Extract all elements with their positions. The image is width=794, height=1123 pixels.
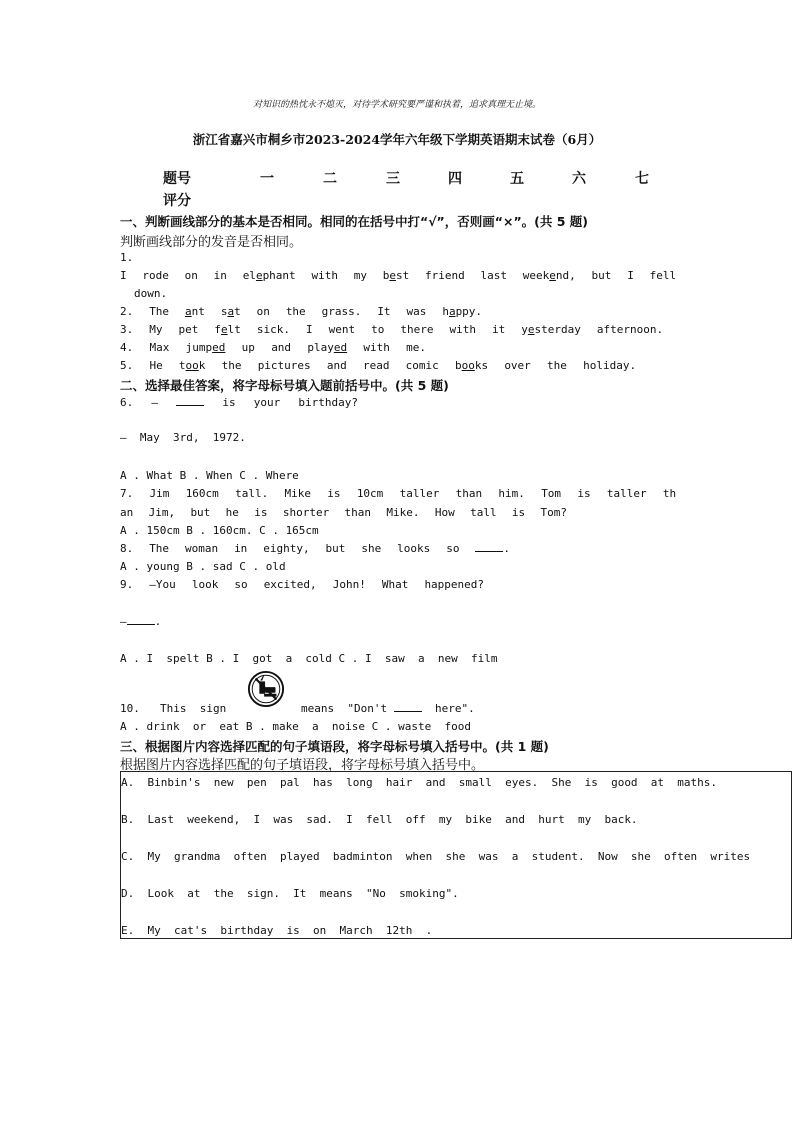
no-food-drink-sign-icon	[247, 670, 285, 708]
score-col-1: 一	[260, 171, 274, 187]
q7-options: A . 150cm B . 160cm. C . 165cm	[120, 524, 319, 537]
score-col-2: 二	[323, 171, 337, 187]
section1-heading: 一、判断画线部分的基本是否相同。相同的在括号中打“√”，否则画“×”。(共 5 题)	[120, 214, 589, 229]
q1-number: 1.	[120, 251, 134, 264]
q3-underline-a: e	[221, 323, 228, 336]
q3-underline-b: e	[527, 323, 535, 336]
q3-line: 3. My pet felt sick. I went to there with it yesterday afternoon.	[120, 323, 664, 336]
page-title: 浙江省嘉兴市桐乡市2023-2024学年六年级下学期英语期末试卷（6月）	[192, 132, 602, 147]
header-motto: 对知识的热忱永不熄灭，对待学术研究要严谨和执着，追求真理无止境。	[252, 100, 541, 110]
score-col-5: 五	[510, 171, 524, 187]
score-col-4: 四	[448, 171, 462, 187]
q1-line1: I rode on in elephant with my best friend last weekend, but I fell	[120, 269, 677, 282]
q1-underline-b: e	[389, 269, 396, 282]
q8-options: A . young B . sad C . old	[120, 560, 286, 573]
q1-underline-a: e	[255, 269, 263, 282]
section3-instruction: 根据图片内容选择匹配的句子填语段，将字母标号填入括号中。	[120, 758, 485, 773]
q5-underline-b: oo	[461, 359, 475, 372]
score-col-3: 三	[386, 171, 400, 187]
q2-line: 2. The ant sat on the grass. It was happy.	[120, 305, 483, 318]
answer-blank[interactable]	[475, 542, 503, 552]
q9-options: A . I spelt B . I got a cold C . I saw a new film	[120, 652, 498, 665]
q2-underline-c: a	[448, 305, 456, 318]
score-col-7: 七	[635, 171, 649, 187]
answer-blank[interactable]	[176, 396, 204, 406]
q10-text-before: This sign	[160, 702, 227, 715]
q10-number: 10.	[120, 702, 140, 715]
q7-line1: 7. Jim 160cm tall. Mike is 10cm taller than him. Tom is taller th	[120, 487, 677, 500]
answer-blank[interactable]	[127, 615, 155, 625]
q2-underline-b: a	[227, 305, 235, 318]
sentence-row-e: E. My cat's birthday is on March 12th .	[121, 924, 433, 937]
section1-instruction: 判断画线部分的发音是否相同。	[120, 235, 303, 250]
section3-heading: 三、根据图片内容选择匹配的句子填语段，将字母标号填入括号中。(共 1 题)	[120, 739, 549, 754]
score-col-6: 六	[572, 171, 586, 187]
q4-underline-a: ed	[212, 341, 226, 354]
section2-heading: 二、选择最佳答案，将字母标号填入题前括号中。(共 5 题)	[120, 378, 449, 393]
q6-stem: 6. — is your birthday?	[120, 396, 359, 409]
sentence-row-d: D. Look at the sign. It means "No smoking".	[121, 887, 459, 900]
q5-underline-a: oo	[185, 359, 199, 372]
q4-line: 4. Max jumped up and played with me.	[120, 341, 426, 354]
q2-underline-a: a	[185, 305, 192, 318]
q10-text-after: means "Don't here".	[301, 702, 475, 715]
q5-line: 5. He took the pictures and read comic books over the holiday.	[120, 359, 637, 372]
q1-line2: down.	[134, 287, 168, 300]
q4-underline-b: ed	[333, 341, 348, 354]
q6-options: A . What B . When C . Where	[120, 469, 299, 482]
q7-line2: an Jim, but he is shorter than Mike. How tall is Tom?	[120, 506, 568, 519]
q9-reply: — .	[120, 615, 162, 628]
q10-options: A . drink or eat B . make a noise C . waste food	[120, 720, 471, 733]
sentence-row-a: A. Binbin's new pen pal has long hair and small eyes. She is good at maths.	[121, 776, 718, 789]
q8-stem: 8. The woman in eighty, but she looks so .	[120, 542, 511, 555]
answer-blank[interactable]	[394, 702, 422, 712]
sentence-row-b: B. Last weekend, I was sad. I fell off my bike and hurt my back.	[121, 813, 638, 826]
q9-stem: 9. —You look so excited, John! What happened?	[120, 578, 485, 591]
q1-underline-c: e	[549, 269, 556, 282]
q6-reply: — May 3rd, 1972.	[120, 431, 246, 444]
sentence-row-c: C. My grandma often played badminton when she was a student. Now she often writes	[121, 850, 751, 863]
score-row-label: 题号	[163, 171, 191, 187]
grade-row-label: 评分	[163, 193, 191, 209]
